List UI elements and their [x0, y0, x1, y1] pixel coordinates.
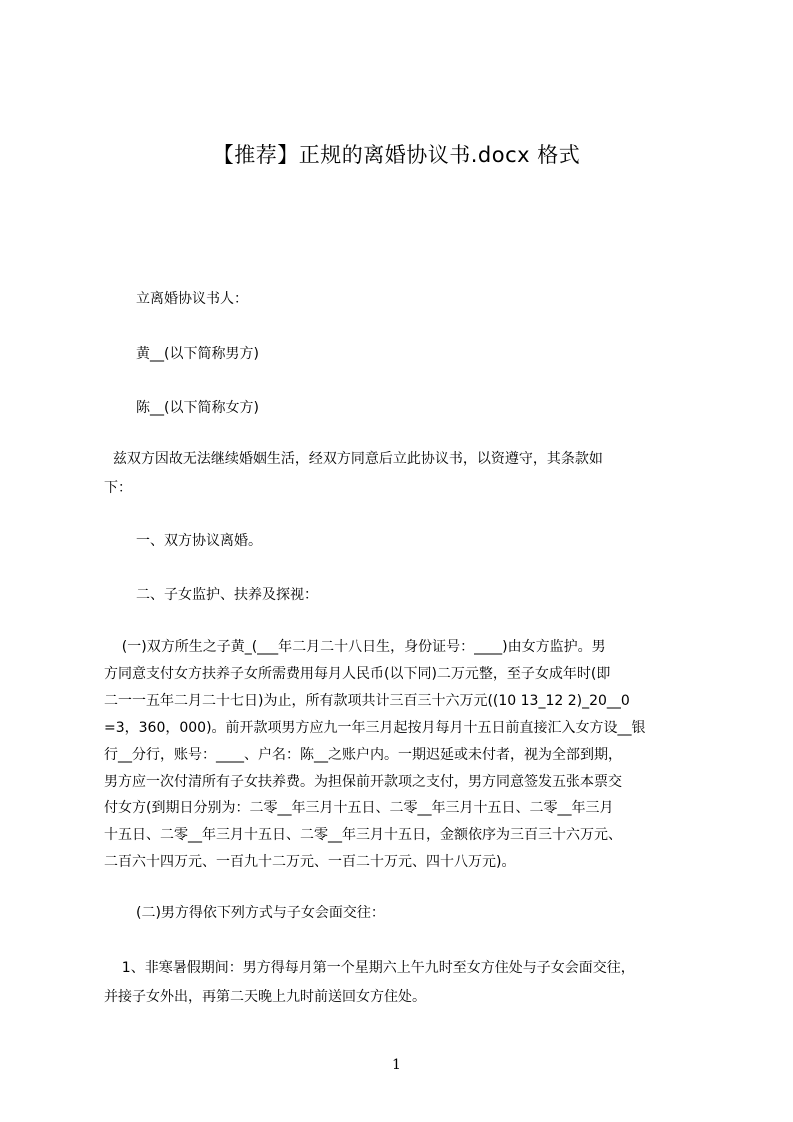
paragraph-male-party: 黄__(以下简称男方) — [136, 346, 259, 362]
paragraph-custody-support — [104, 634, 704, 876]
text-line: 兹双方因故无法继续婚姻生活，经双方同意后立此协议书，以资遵守，其条款如 — [104, 451, 603, 467]
paragraph-preamble — [104, 445, 704, 503]
text-line: 二百六十四万元、一百九十二万元、一百二十万元、四十八万元)。 — [104, 854, 516, 871]
text-line: 1、非寒暑假期间：男方得每月第一个星期六上午九时至女方住处与子女会面交往， — [104, 960, 635, 976]
text-line: =3，360，000)。前开款项男方应九一年三月起按月每月十五日前直接汇入女方设__银 — [104, 719, 646, 736]
text-line: (一)双方所生之子黄_(___年二月二十八日生，身份证号：____)由女方监护。男 — [104, 639, 606, 655]
text-line: 十五日、二零__年三月十五日、二零__年三月十五日，金额依序为三百三十六万元、 — [104, 827, 622, 844]
text-line: 二一一五年二月二十七日)为止，所有款项共计三百三十六万元((10 13_12 2)_20__0 — [104, 692, 630, 709]
text-line: 并接子女外出，再第二天晚上九时前送回女方住处。 — [104, 989, 426, 1005]
text-line: 下： — [104, 480, 132, 496]
document-title: 【推荐】正规的离婚协议书.docx 格式 — [212, 143, 581, 167]
paragraph-visitation-terms — [104, 954, 704, 1012]
paragraph-female-party: 陈__(以下简称女方) — [136, 400, 259, 416]
text-line: 行__分行，账号：____、户名：陈__之账户内。一期迟延或未付者，视为全部到期， — [104, 746, 622, 763]
text-line: 方同意支付女方扶养子女所需费用每月人民币(以下同)二万元整，至子女成年时(即 — [104, 665, 611, 682]
heading-visitation: (二)男方得依下列方式与子女会面交往： — [136, 905, 385, 921]
page-number: 1 — [392, 1057, 401, 1073]
text-line: 男方应一次付清所有子女扶养费。为担保前开款项之支付，男方同意签发五张本票交 — [104, 773, 622, 790]
heading-clause-two: 二、子女监护、扶养及探视： — [136, 587, 318, 603]
text-line: 付女方(到期日分别为：二零__年三月十五日、二零__年三月十五日、二零__年三月 — [104, 800, 614, 817]
heading-clause-one: 一、双方协议离婚。 — [136, 533, 262, 549]
paragraph-signatories: 立离婚协议书人： — [136, 291, 248, 307]
